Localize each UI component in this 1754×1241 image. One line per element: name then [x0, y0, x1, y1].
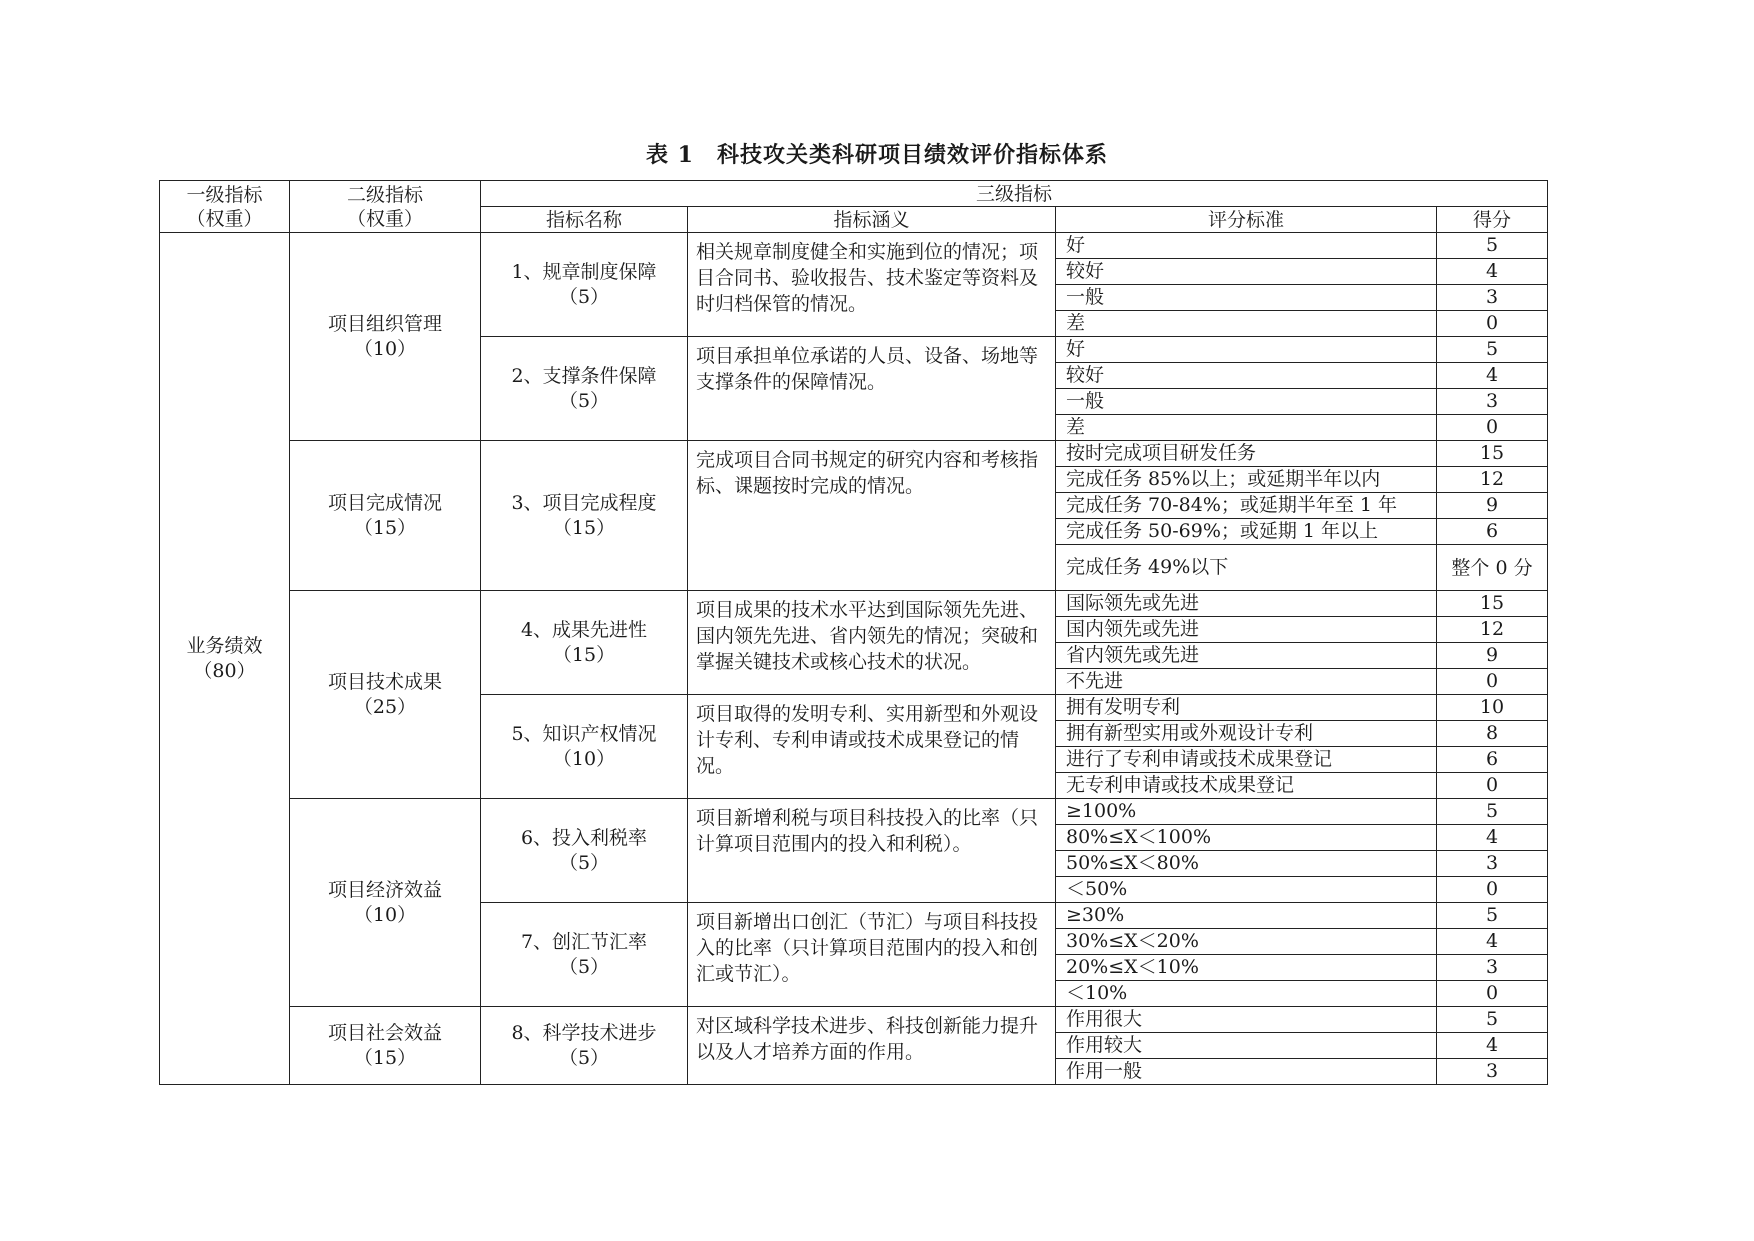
level2-weight: （15） — [353, 1046, 417, 1069]
level2-name: 项目完成情况 — [327, 491, 442, 514]
criterion-standard: 一般 — [1056, 285, 1437, 311]
level2-cell — [290, 233, 481, 441]
criterion-standard: ≥100% — [1056, 799, 1437, 825]
indicator-table-body — [160, 181, 1548, 1085]
indicator-name: 4、成果先进性 — [520, 618, 648, 641]
indicator-name: 8、科学技术进步 — [511, 1021, 657, 1044]
criterion-score: 3 — [1437, 1059, 1548, 1085]
criterion-standard: 按时完成项目研发任务 — [1056, 441, 1437, 467]
criterion-score: 15 — [1437, 441, 1548, 467]
criterion-standard: 差 — [1056, 311, 1437, 337]
criterion-score: 0 — [1437, 773, 1548, 799]
table-row — [160, 233, 1548, 259]
level2-weight: （10） — [353, 337, 417, 360]
criterion-score: 6 — [1437, 747, 1548, 773]
criterion-standard: 好 — [1056, 233, 1437, 259]
criterion-standard: 国际领先或先进 — [1056, 591, 1437, 617]
indicator-name-cell — [481, 903, 688, 1007]
indicator-weight: （5） — [558, 1046, 610, 1069]
indicator-weight: （5） — [558, 389, 610, 412]
level1-weight: （80） — [193, 659, 256, 682]
indicator-name: 1、规章制度保障 — [511, 260, 657, 283]
indicator-meaning: 项目成果的技术水平达到国际领先先进、国内领先先进、省内领先的情况；突破和掌握关键技术或核心技术的状况。 — [688, 591, 1056, 695]
table-row — [160, 441, 1548, 467]
criterion-standard: ＜10% — [1056, 981, 1437, 1007]
criterion-score: 6 — [1437, 519, 1548, 545]
criterion-standard: 进行了专利申请或技术成果登记 — [1056, 747, 1437, 773]
header-name: 指标名称 — [481, 207, 688, 233]
criterion-standard: 30%≤X＜20% — [1056, 929, 1437, 955]
criterion-score: 整个 0 分 — [1437, 545, 1548, 591]
criterion-score: 3 — [1437, 389, 1548, 415]
criterion-score: 0 — [1437, 415, 1548, 441]
level2-weight: （10） — [353, 903, 417, 926]
criterion-standard: 作用很大 — [1056, 1007, 1437, 1033]
criterion-standard: 作用较大 — [1056, 1033, 1437, 1059]
indicator-meaning: 项目新增利税与项目科技投入的比率（只计算项目范围内的投入和利税）。 — [688, 799, 1056, 903]
level2-cell — [290, 441, 481, 591]
criterion-standard: 拥有发明专利 — [1056, 695, 1437, 721]
indicator-meaning: 对区域科学技术进步、科技创新能力提升以及人才培养方面的作用。 — [688, 1007, 1056, 1085]
header-level3: 三级指标 — [481, 181, 1548, 207]
criterion-score: 0 — [1437, 981, 1548, 1007]
header-level1-weight: （权重） — [186, 207, 263, 230]
header-level1-label: 一级指标 — [186, 183, 263, 206]
criterion-score: 5 — [1437, 233, 1548, 259]
table-row — [160, 799, 1548, 825]
criterion-score: 3 — [1437, 851, 1548, 877]
criterion-score: 4 — [1437, 363, 1548, 389]
indicator-name: 3、项目完成程度 — [511, 491, 657, 514]
criterion-standard: 作用一般 — [1056, 1059, 1437, 1085]
header-level1 — [160, 181, 290, 233]
level2-cell — [290, 591, 481, 799]
criterion-score: 9 — [1437, 493, 1548, 519]
criterion-standard: ＜50% — [1056, 877, 1437, 903]
criterion-standard: ≥30% — [1056, 903, 1437, 929]
indicator-name: 2、支撑条件保障 — [511, 364, 657, 387]
page-title: 表 1 科技攻关类科研项目绩效评价指标体系 — [646, 142, 1108, 168]
header-standard: 评分标准 — [1056, 207, 1437, 233]
indicator-name: 5、知识产权情况 — [511, 722, 657, 745]
level2-name: 项目技术成果 — [327, 670, 442, 693]
indicator-weight: （15） — [552, 516, 616, 539]
level2-name: 项目组织管理 — [327, 312, 442, 335]
criterion-score: 15 — [1437, 591, 1548, 617]
indicator-meaning: 完成项目合同书规定的研究内容和考核指标、课题按时完成的情况。 — [688, 441, 1056, 591]
indicator-name-cell — [481, 337, 688, 441]
criterion-score: 10 — [1437, 695, 1548, 721]
indicator-weight: （10） — [552, 747, 616, 770]
level1-cell — [160, 233, 290, 1085]
criterion-score: 4 — [1437, 825, 1548, 851]
criterion-score: 5 — [1437, 799, 1548, 825]
criterion-standard: 好 — [1056, 337, 1437, 363]
criterion-score: 12 — [1437, 467, 1548, 493]
indicator-name-cell — [481, 799, 688, 903]
criterion-score: 8 — [1437, 721, 1548, 747]
criterion-standard: 80%≤X＜100% — [1056, 825, 1437, 851]
indicator-weight: （15） — [552, 643, 616, 666]
indicator-name: 6、投入利税率 — [520, 826, 648, 849]
criterion-standard: 完成任务 70-84%；或延期半年至 1 年 — [1056, 493, 1437, 519]
level2-weight: （25） — [353, 695, 417, 718]
criterion-standard: 完成任务 49%以下 — [1056, 545, 1437, 591]
criterion-score: 5 — [1437, 903, 1548, 929]
criterion-score: 3 — [1437, 285, 1548, 311]
header-row-1 — [160, 181, 1548, 207]
criterion-standard: 一般 — [1056, 389, 1437, 415]
criterion-score: 4 — [1437, 1033, 1548, 1059]
criterion-standard: 无专利申请或技术成果登记 — [1056, 773, 1437, 799]
indicator-table — [159, 180, 1548, 1085]
criterion-standard: 完成任务 50-69%；或延期 1 年以上 — [1056, 519, 1437, 545]
criterion-score: 3 — [1437, 955, 1548, 981]
criterion-score: 12 — [1437, 617, 1548, 643]
table-row — [160, 1007, 1548, 1033]
criterion-standard: 差 — [1056, 415, 1437, 441]
indicator-name-cell — [481, 441, 688, 591]
indicator-weight: （5） — [558, 955, 610, 978]
criterion-score: 9 — [1437, 643, 1548, 669]
indicator-name: 7、创汇节汇率 — [520, 930, 648, 953]
header-score: 得分 — [1437, 207, 1548, 233]
criterion-standard: 20%≤X＜10% — [1056, 955, 1437, 981]
indicator-name-cell — [481, 233, 688, 337]
criterion-score: 5 — [1437, 337, 1548, 363]
indicator-name-cell — [481, 1007, 688, 1085]
indicator-meaning: 项目承担单位承诺的人员、设备、场地等支撑条件的保障情况。 — [688, 337, 1056, 441]
criterion-standard: 较好 — [1056, 259, 1437, 285]
header-level2-weight: （权重） — [346, 207, 423, 230]
criterion-score: 5 — [1437, 1007, 1548, 1033]
indicator-name-cell — [481, 695, 688, 799]
criterion-standard: 省内领先或先进 — [1056, 643, 1437, 669]
indicator-meaning: 项目取得的发明专利、实用新型和外观设计专利、专利申请或技术成果登记的情况。 — [688, 695, 1056, 799]
criterion-score: 0 — [1437, 311, 1548, 337]
indicator-weight: （5） — [558, 851, 610, 874]
header-level2-label: 二级指标 — [346, 183, 423, 206]
level2-name: 项目经济效益 — [327, 878, 442, 901]
criterion-score: 4 — [1437, 929, 1548, 955]
level2-cell — [290, 1007, 481, 1085]
indicator-meaning: 项目新增出口创汇（节汇）与项目科技投入的比率（只计算项目范围内的投入和创汇或节汇）。 — [688, 903, 1056, 1007]
level2-weight: （15） — [353, 516, 417, 539]
criterion-score: 4 — [1437, 259, 1548, 285]
indicator-weight: （5） — [558, 285, 610, 308]
header-meaning: 指标涵义 — [688, 207, 1056, 233]
indicator-name-cell — [481, 591, 688, 695]
criterion-standard: 完成任务 85%以上；或延期半年以内 — [1056, 467, 1437, 493]
criterion-standard: 较好 — [1056, 363, 1437, 389]
criterion-score: 0 — [1437, 877, 1548, 903]
indicator-meaning: 相关规章制度健全和实施到位的情况；项目合同书、验收报告、技术鉴定等资料及时归档保管的情况。 — [688, 233, 1056, 337]
criterion-standard: 不先进 — [1056, 669, 1437, 695]
criterion-score: 0 — [1437, 669, 1548, 695]
criterion-standard: 50%≤X＜80% — [1056, 851, 1437, 877]
criterion-standard: 拥有新型实用或外观设计专利 — [1056, 721, 1437, 747]
table-row — [160, 591, 1548, 617]
level2-cell — [290, 799, 481, 1007]
criterion-standard: 国内领先或先进 — [1056, 617, 1437, 643]
level1-name: 业务绩效 — [186, 634, 263, 657]
header-level2 — [290, 181, 481, 233]
level2-name: 项目社会效益 — [327, 1021, 442, 1044]
